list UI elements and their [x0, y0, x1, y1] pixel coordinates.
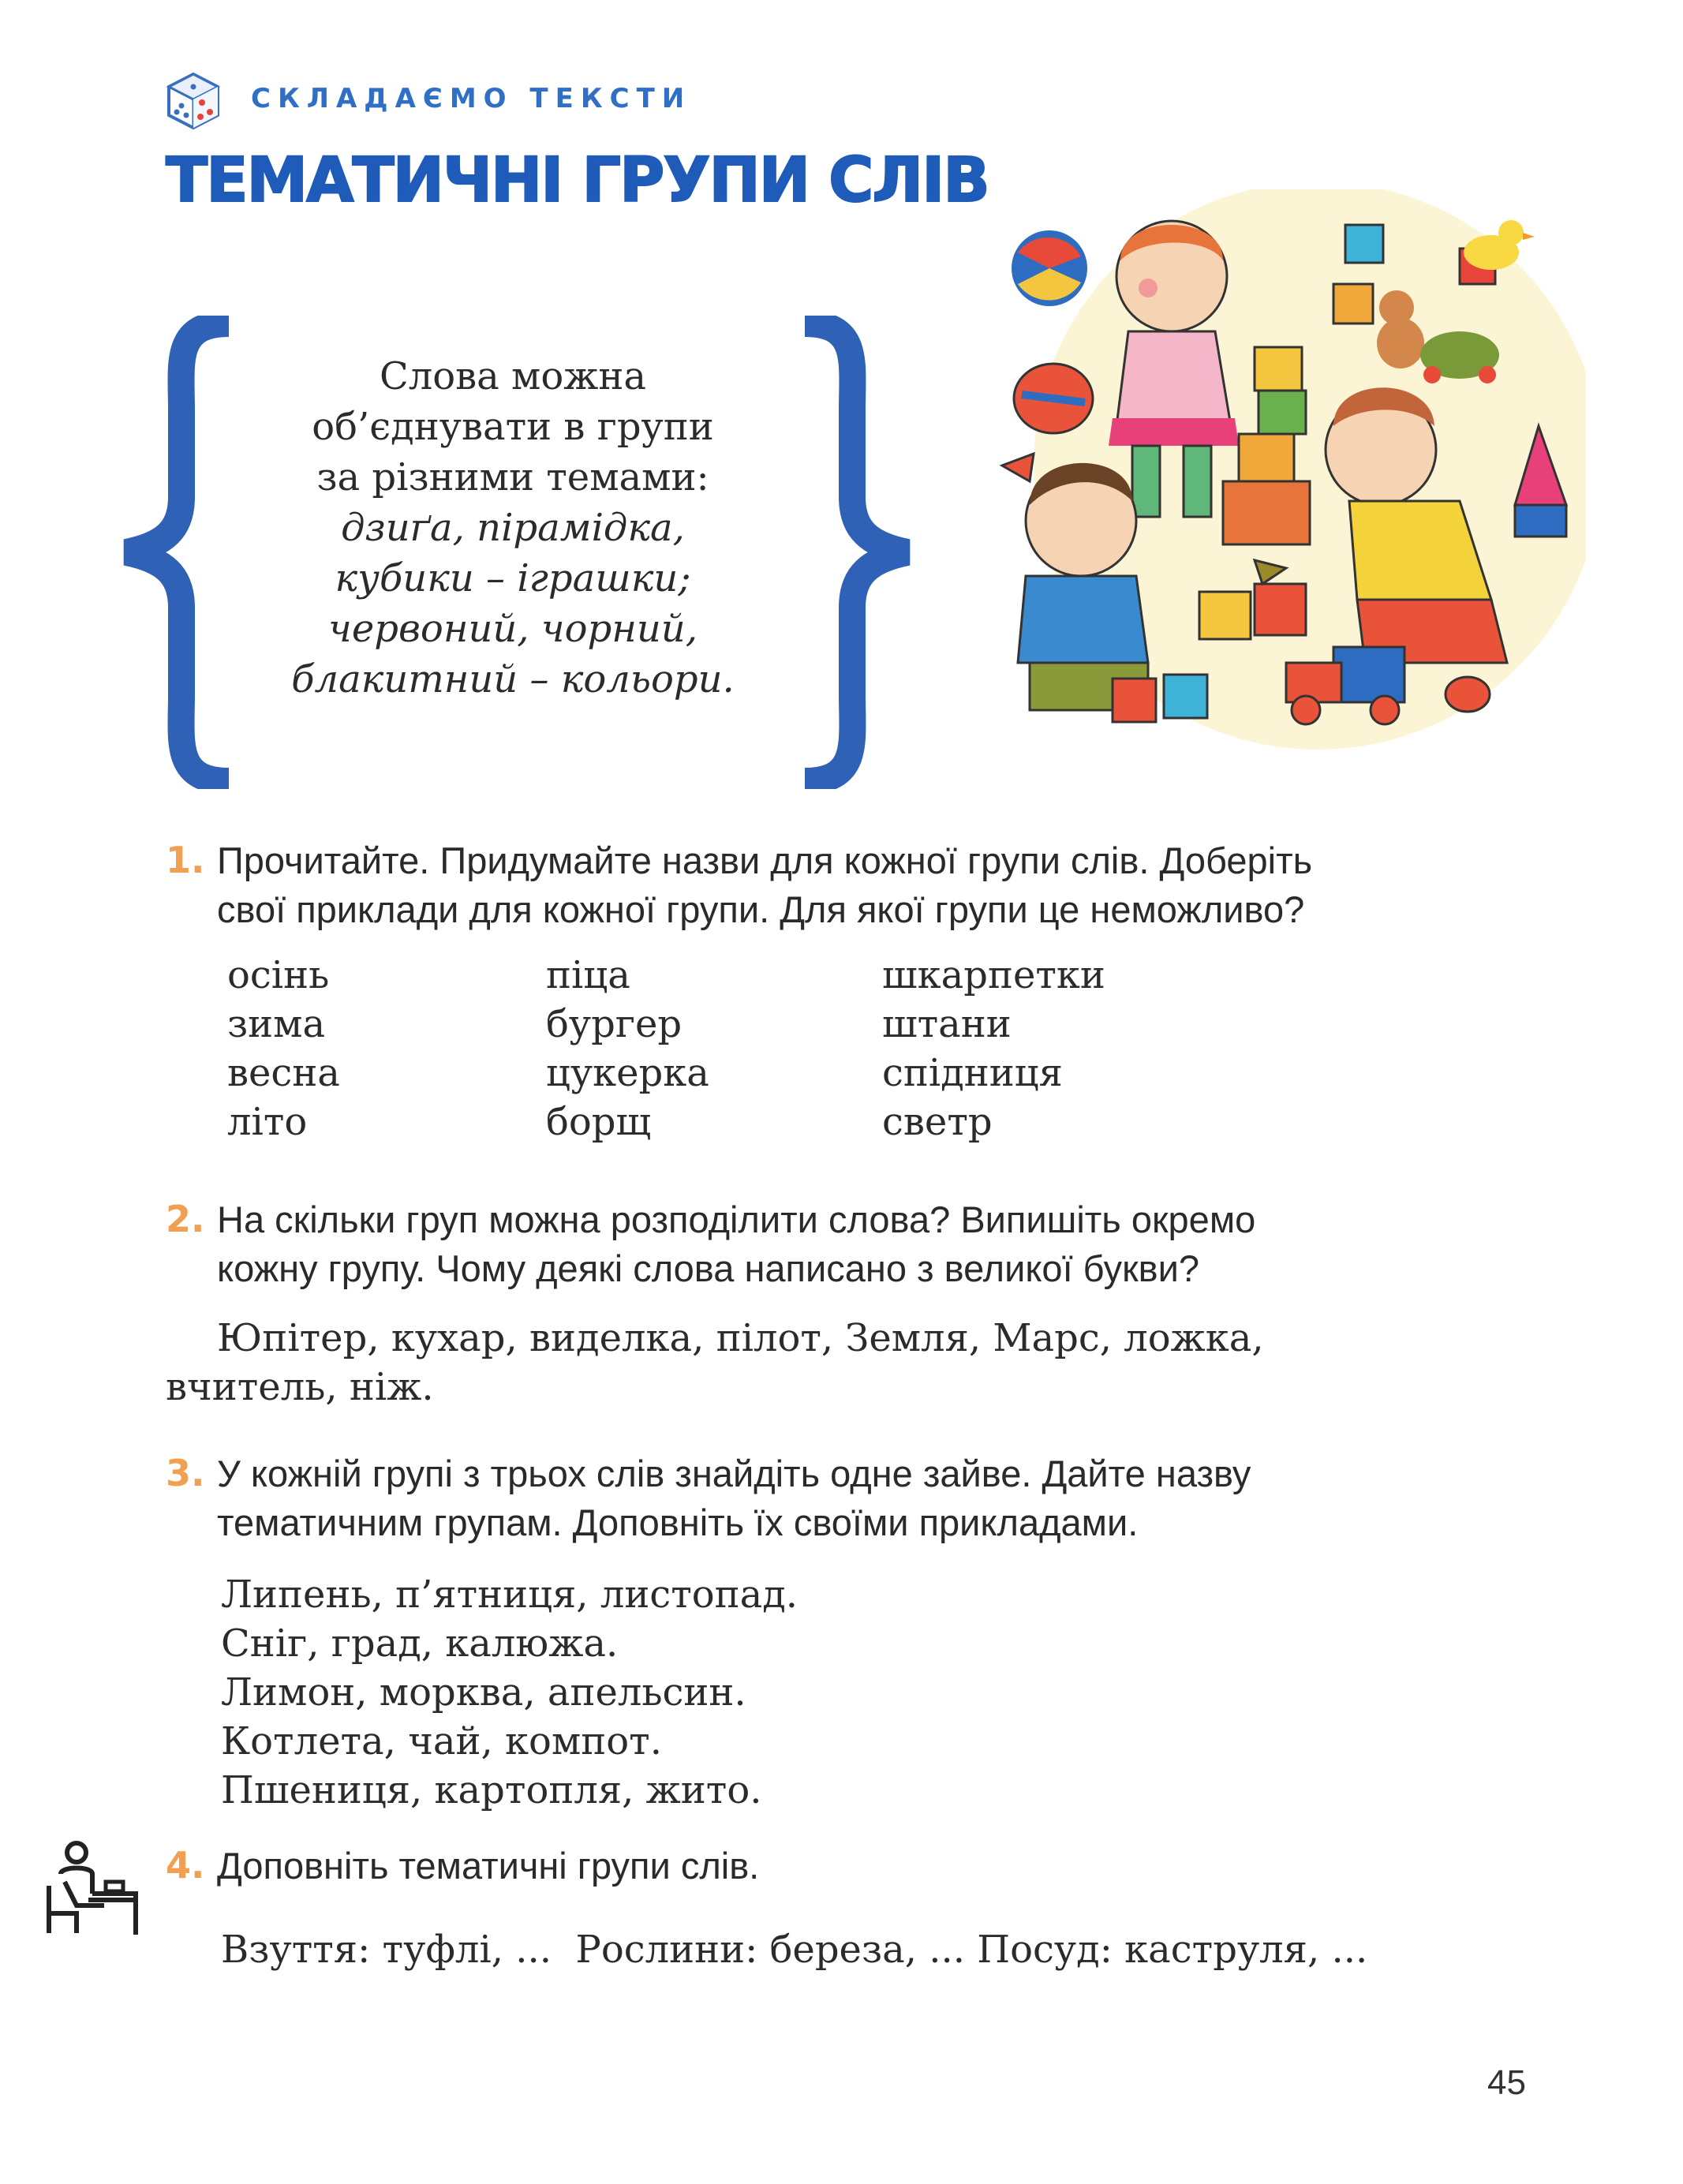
rule-line: Слова можна [379, 354, 646, 398]
word: цукерка [546, 1051, 709, 1095]
word: літо [227, 1100, 308, 1144]
rule-example: дзиґа, пірамідка, [341, 506, 685, 550]
rule-line: об’єднувати в групи [312, 405, 714, 449]
word-group: Лимон, морква, апельсин. [221, 1670, 746, 1715]
word-line: Юпітер, кухар, виделка, пілот, Земля, Марс, ложка, [217, 1316, 1264, 1360]
exercise-number: 2. [166, 1198, 205, 1240]
word-group: Сніг, град, калюжа. [221, 1621, 619, 1666]
word: бургер [546, 1002, 683, 1046]
word-line: вчитель, ніж. [166, 1365, 434, 1409]
word: штани [882, 1002, 1012, 1046]
instruction-line: На скільки груп можна розподілити слова? Випишіть окремо [217, 1199, 1256, 1240]
page-title: ТЕМАТИЧНІ ГРУПИ СЛІВ [166, 145, 989, 216]
exercise-3-instructions [217, 1449, 1558, 1547]
rule-example: кубики – іграшки; [335, 556, 691, 600]
exercise-4-instructions [217, 1842, 1558, 1890]
word: зима [227, 1002, 326, 1046]
exercise-4-groups: Взуття: туфлі, ... Рослини: береза, ... Посуд: каструля, ... [221, 1928, 1368, 1972]
word: светр [882, 1100, 993, 1144]
exercise-1-instructions [217, 836, 1558, 934]
word: борщ [546, 1100, 652, 1144]
instruction-line: У кожній групі з трьох слів знайдіть одне зайве. Дайте назву [217, 1453, 1251, 1494]
exercise-2-instructions [217, 1195, 1558, 1293]
word-group: Липень, п’ятниця, листопад. [221, 1573, 798, 1617]
word-group: Пшениця, картопля, жито. [221, 1768, 762, 1812]
exercise-3-groups [221, 1570, 798, 1815]
instruction-line: тематичним групам. Доповніть їх своїми прикладами. [217, 1502, 1139, 1543]
word: осінь [227, 953, 330, 997]
exercise-number: 3. [166, 1452, 205, 1494]
instruction-line: Прочитайте. Придумайте назви для кожної групи слів. Доберіть [217, 840, 1313, 881]
section-label: СКЛАДАЄМО ТЕКСТИ [251, 83, 692, 114]
word: весна [227, 1051, 340, 1095]
dice-cube-icon [166, 71, 221, 131]
children-playing-illustration [986, 189, 1586, 773]
word: спідниця [882, 1051, 1063, 1095]
word-column-clothes [882, 951, 1105, 1146]
exercise-number: 1. [166, 839, 205, 881]
rule-line: за різними темами: [316, 455, 709, 499]
instruction-line: кожну групу. Чому деякі слова написано з великої букви? [217, 1247, 1199, 1289]
page-number: 45 [1487, 2063, 1526, 2102]
word-group: Котлета, чай, компот. [221, 1719, 662, 1763]
instruction-line: свої приклади для кожної групи. Для якої групи це неможливо? [217, 888, 1305, 930]
exercise-number: 4. [166, 1844, 205, 1887]
word: піца [546, 953, 630, 997]
rule-box [205, 351, 821, 705]
exercise-2-words [166, 1314, 1546, 1412]
rule-example: блакитний – кольори. [291, 657, 735, 701]
word-column-seasons [227, 951, 340, 1146]
word-column-food [546, 951, 709, 1146]
word: шкарпетки [882, 953, 1105, 997]
student-at-desk-icon [33, 1838, 144, 1941]
rule-example: червоний, чорний, [328, 607, 698, 651]
instruction-line: Доповніть тематичні групи слів. [217, 1845, 760, 1887]
